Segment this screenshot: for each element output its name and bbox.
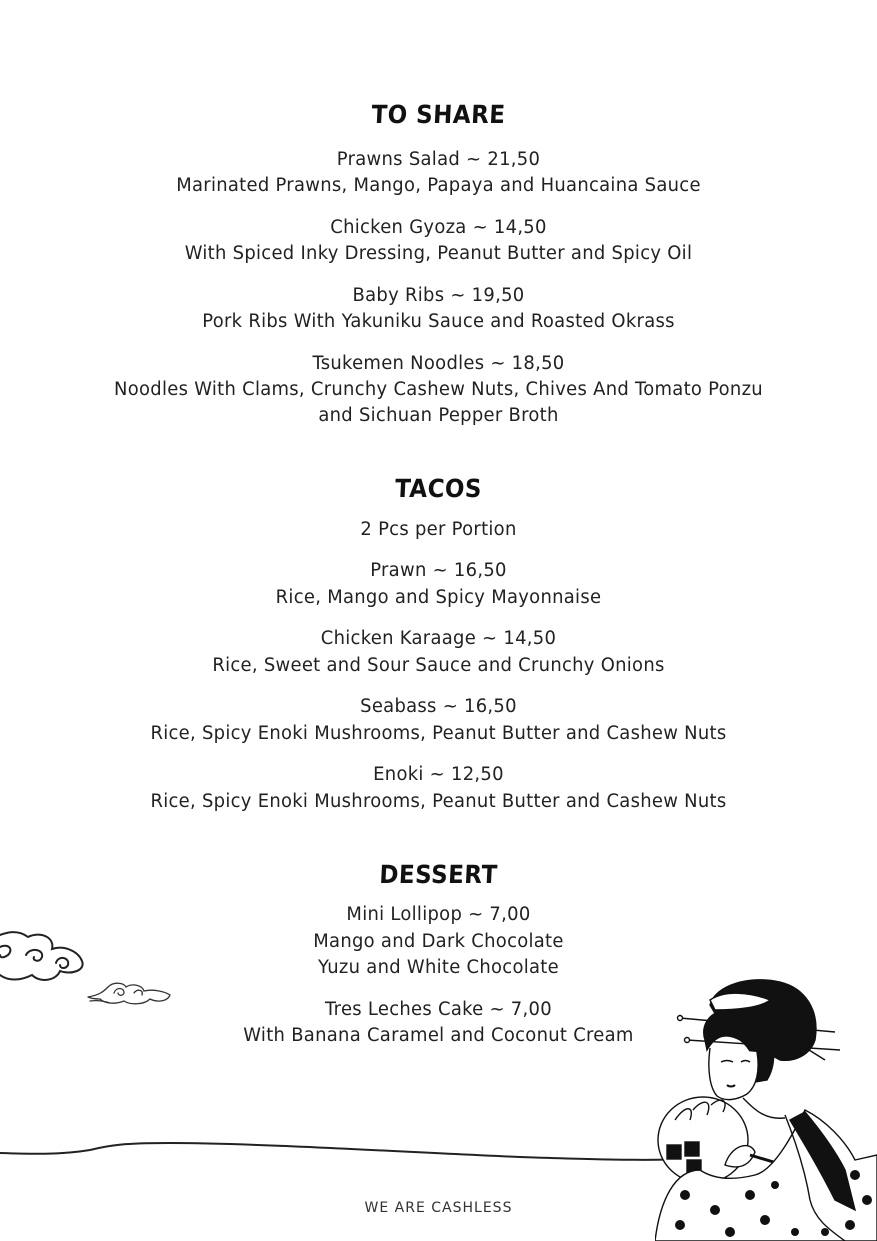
menu-item-description: Marinated Prawns, Mango, Papaya and Huancaina Sauce xyxy=(176,175,701,196)
menu-item-description: Mango and Dark Chocolate xyxy=(313,931,564,952)
menu-item-name-price: Enoki ~ 12,50 xyxy=(373,764,504,785)
menu-item-name-price: Tsukemen Noodles ~ 18,50 xyxy=(312,353,565,374)
menu-item-name-price: Chicken Karaage ~ 14,50 xyxy=(320,628,557,649)
menu-item-name-price: Mini Lollipop ~ 7,00 xyxy=(346,904,531,925)
section-title-tacos: TACOS xyxy=(394,474,483,503)
menu-item-description: Yuzu and White Chocolate xyxy=(318,957,559,978)
menu-item-description: With Spiced Inky Dressing, Peanut Butter and Spicy Oil xyxy=(184,243,693,264)
cloud-icon xyxy=(0,925,180,1010)
menu-item-description: Pork Ribs With Yakuniku Sauce and Roasted Okrass xyxy=(202,311,675,332)
menu-item-name-price: Baby Ribs ~ 19,50 xyxy=(352,285,525,306)
menu-item-name-price: Prawns Salad ~ 21,50 xyxy=(336,149,541,170)
section-note: 2 Pcs per Portion xyxy=(360,519,517,540)
menu-item-name-price: Tres Leches Cake ~ 7,00 xyxy=(325,999,552,1020)
cashless-notice: WE ARE CASHLESS xyxy=(364,1200,513,1216)
menu-item-description: Rice, Spicy Enoki Mushrooms, Peanut Butter and Cashew Nuts xyxy=(150,791,727,812)
menu-item-description: With Banana Caramel and Coconut Cream xyxy=(243,1025,634,1046)
menu-item-description: and Sichuan Pepper Broth xyxy=(318,405,559,426)
menu-item-description: Rice, Sweet and Sour Sauce and Crunchy Onions xyxy=(212,655,665,676)
menu-item-description: Noodles With Clams, Crunchy Cashew Nuts, Chives And Tomato Ponzu xyxy=(114,379,763,400)
section-title-to-share: TO SHARE xyxy=(370,100,507,129)
menu-item-name-price: Chicken Gyoza ~ 14,50 xyxy=(330,217,547,238)
menu-item-name-price: Prawn ~ 16,50 xyxy=(370,560,507,581)
section-title-dessert: DESSERT xyxy=(378,860,499,889)
menu-item-description: Rice, Mango and Spicy Mayonnaise xyxy=(275,587,602,608)
menu-item-description: Rice, Spicy Enoki Mushrooms, Peanut Butter and Cashew Nuts xyxy=(150,723,727,744)
menu-item-name-price: Seabass ~ 16,50 xyxy=(360,696,517,717)
wave-line-icon xyxy=(0,1135,700,1175)
